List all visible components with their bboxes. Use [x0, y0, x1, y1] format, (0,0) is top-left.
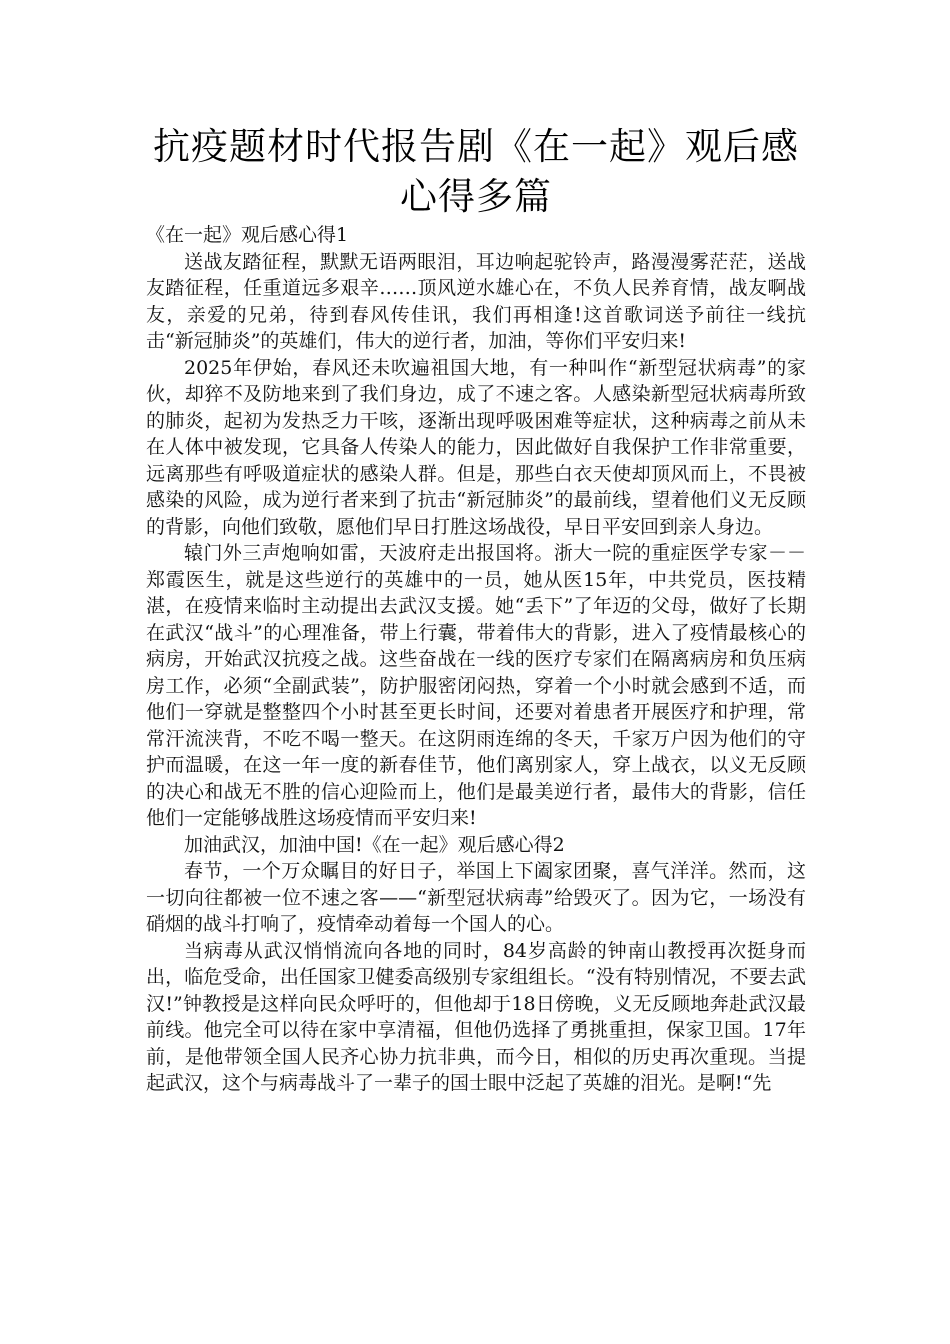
- paragraph: 送战友踏征程，默默无语两眼泪，耳边响起驼铃声，路漫漫雾茫茫，送战友踏征程，任重道远多艰辛……顶风逆水雄心在，不负人民养育情，战友啊战友，亲爱的兄弟，待到春风传佳讯，我们再相逢!这首歌词送予前往一线抗击“新冠肺炎”的英雄们，伟大的逆行者，加油，等你们平安归来!: [146, 250, 806, 352]
- section-heading: 《在一起》观后感心得1: [146, 224, 349, 246]
- document-title: 抗疫题材时代报告剧《在一起》观后感心得多篇: [153, 125, 799, 218]
- paragraph: 2025年伊始，春风还未吹遍祖国大地，有一种叫作“新型冠状病毒”的家伙，却猝不及防地来到了我们身边，成了不速之客。人感染新型冠状病毒所致的肺炎，起初为发热乏力干咳，逐渐出现呼吸困难等症状，这种病毒之前从未在人体中被发现，它具备人传染人的能力，因此做好自我保护工作非常重要，远离那些有呼吸道症状的感染人群。但是，那些白衣天使却顶风而上，不畏被感染的风险，成为逆行者来到了抗击“新冠肺炎”的最前线，望着他们义无反顾的背影，向他们致敬，愿他们早日打胜这场战役，早日平安回到亲人身边。: [146, 356, 806, 538]
- paragraph: 当病毒从武汉悄悄流向各地的同时，84岁高龄的钟南山教授再次挺身而出，临危受命，出任国家卫健委高级别专家组组长。“没有特别情况，不要去武汉!”钟教授是这样向民众呼吁的，但他却于18日傍晚，义无反顾地奔赴武汉最前线。他完全可以待在家中享清福，但他仍选择了勇挑重担，保家卫国。17年前，是他带领全国人民齐心协力抗非典，而今日，相似的历史再次重现。当提起武汉，这个与病毒战斗了一辈子的国士眼中泛起了英雄的泪光。是啊!“先: [146, 939, 806, 1094]
- paragraph: 春节，一个万众瞩目的好日子，举国上下阖家团聚，喜气洋洋。然而，这一切向往都被一位不速之客——“新型冠状病毒”给毁灭了。因为它，一场没有硝烟的战斗打响了，疫情牵动着每一个国人的心。: [146, 860, 806, 935]
- section-heading-2: 加油武汉，加油中国!《在一起》观后感心得2: [184, 833, 565, 856]
- document-page: [146, 122, 806, 1097]
- paragraph: 辕门外三声炮响如雷，天波府走出报国将。浙大一院的重症医学专家－－郑霞医生，就是这些逆行的英雄中的一员，她从医15年，中共党员，医技精湛，在疫情来临时主动提出去武汉支援。她“丢下”了年迈的父母，做好了长期在武汉“战斗”的心理准备，带上行囊，带着伟大的背影，进入了疫情最核心的病房，开始武汉抗疫之战。这些奋战在一线的医疗专家们在隔离病房和负压病房工作，必须“全副武装”，防护服密闭闷热，穿着一个小时就会感到不适，而他们一穿就是整整四个小时甚至更长时间，还要对着患者开展医疗和护理，常常汗流浃背，不吃不喝一整天。在这阴雨连绵的冬天，千家万户因为他们的守护而温暖，在这一年一度的新春佳节，他们离别家人，穿上战衣，以义无反顾的决心和战无不胜的信心迎险而上，他们是最美逆行者，最伟大的背影，信任他们一定能够战胜这场疫情而平安归来!: [146, 542, 806, 829]
